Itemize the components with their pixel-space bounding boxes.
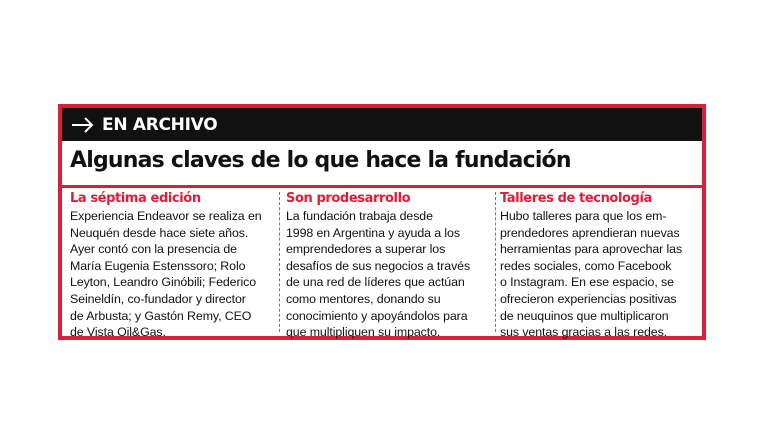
body-line: Hubo talleres para que los em- bbox=[500, 209, 667, 223]
column-heading: Son prodesarrollo bbox=[286, 191, 411, 206]
column-heading: La séptima edición bbox=[70, 191, 201, 206]
body-line: o Instagram. En ese espacio, se bbox=[500, 275, 674, 290]
body-line: La fundación trabaja desde bbox=[286, 209, 433, 223]
body-line: 1998 en Argentina y ayuda a los bbox=[286, 225, 460, 240]
body-line: de una red de líderes que actúan bbox=[286, 275, 465, 290]
body-line: desafíos de sus negocios a través bbox=[286, 258, 471, 273]
body-line: que multipliquen su impacto. bbox=[286, 325, 441, 340]
column-body bbox=[70, 208, 274, 341]
section-header-bar bbox=[62, 108, 702, 141]
body-line: ofrecieron experiencias positivas bbox=[500, 291, 677, 306]
column-divider bbox=[279, 192, 280, 332]
body-line: de Vista Oil&Gas. bbox=[70, 325, 166, 340]
columns-container bbox=[62, 188, 702, 340]
arrow-right-icon bbox=[70, 115, 96, 135]
body-line: prendedores aprendieran nuevas bbox=[500, 225, 680, 240]
body-line: Leyton, Leandro Ginóbili; Federico bbox=[70, 275, 257, 290]
column-body bbox=[286, 208, 490, 341]
body-line: sus ventas gracias a las redes. bbox=[500, 325, 668, 340]
column-septima-edicion bbox=[70, 188, 274, 340]
column-talleres-tecnologia bbox=[500, 188, 704, 340]
body-line: Neuquén desde hace siete años. bbox=[70, 225, 249, 240]
article-title: Algunas claves de lo que hace la fundación bbox=[70, 148, 571, 173]
body-line: redes sociales, como Facebook bbox=[500, 258, 672, 273]
section-label: EN ARCHIVO bbox=[102, 114, 218, 135]
body-line: Ayer contó con la presencia de bbox=[70, 242, 237, 257]
column-heading: Talleres de tecnología bbox=[500, 191, 652, 206]
body-line: emprendedores a superar los bbox=[286, 242, 446, 257]
body-line: Seineldín, co-fundador y director bbox=[70, 291, 246, 306]
body-line: como mentores, donando su bbox=[286, 291, 441, 306]
archive-box bbox=[58, 104, 706, 340]
body-line: María Eugenia Estenssoro; Rolo bbox=[70, 258, 246, 273]
column-prodesarrollo bbox=[286, 188, 490, 340]
body-line: herramientas para aprovechar las bbox=[500, 242, 683, 257]
column-body bbox=[500, 208, 704, 341]
body-line: conocimiento y apoyándolos para bbox=[286, 308, 468, 323]
body-line: de neuquinos que multiplicaron bbox=[500, 308, 669, 323]
column-divider bbox=[495, 192, 496, 332]
body-line: Experiencia Endeavor se realiza en bbox=[70, 209, 262, 223]
body-line: de Arbusta; y Gastón Remy, CEO bbox=[70, 308, 252, 323]
